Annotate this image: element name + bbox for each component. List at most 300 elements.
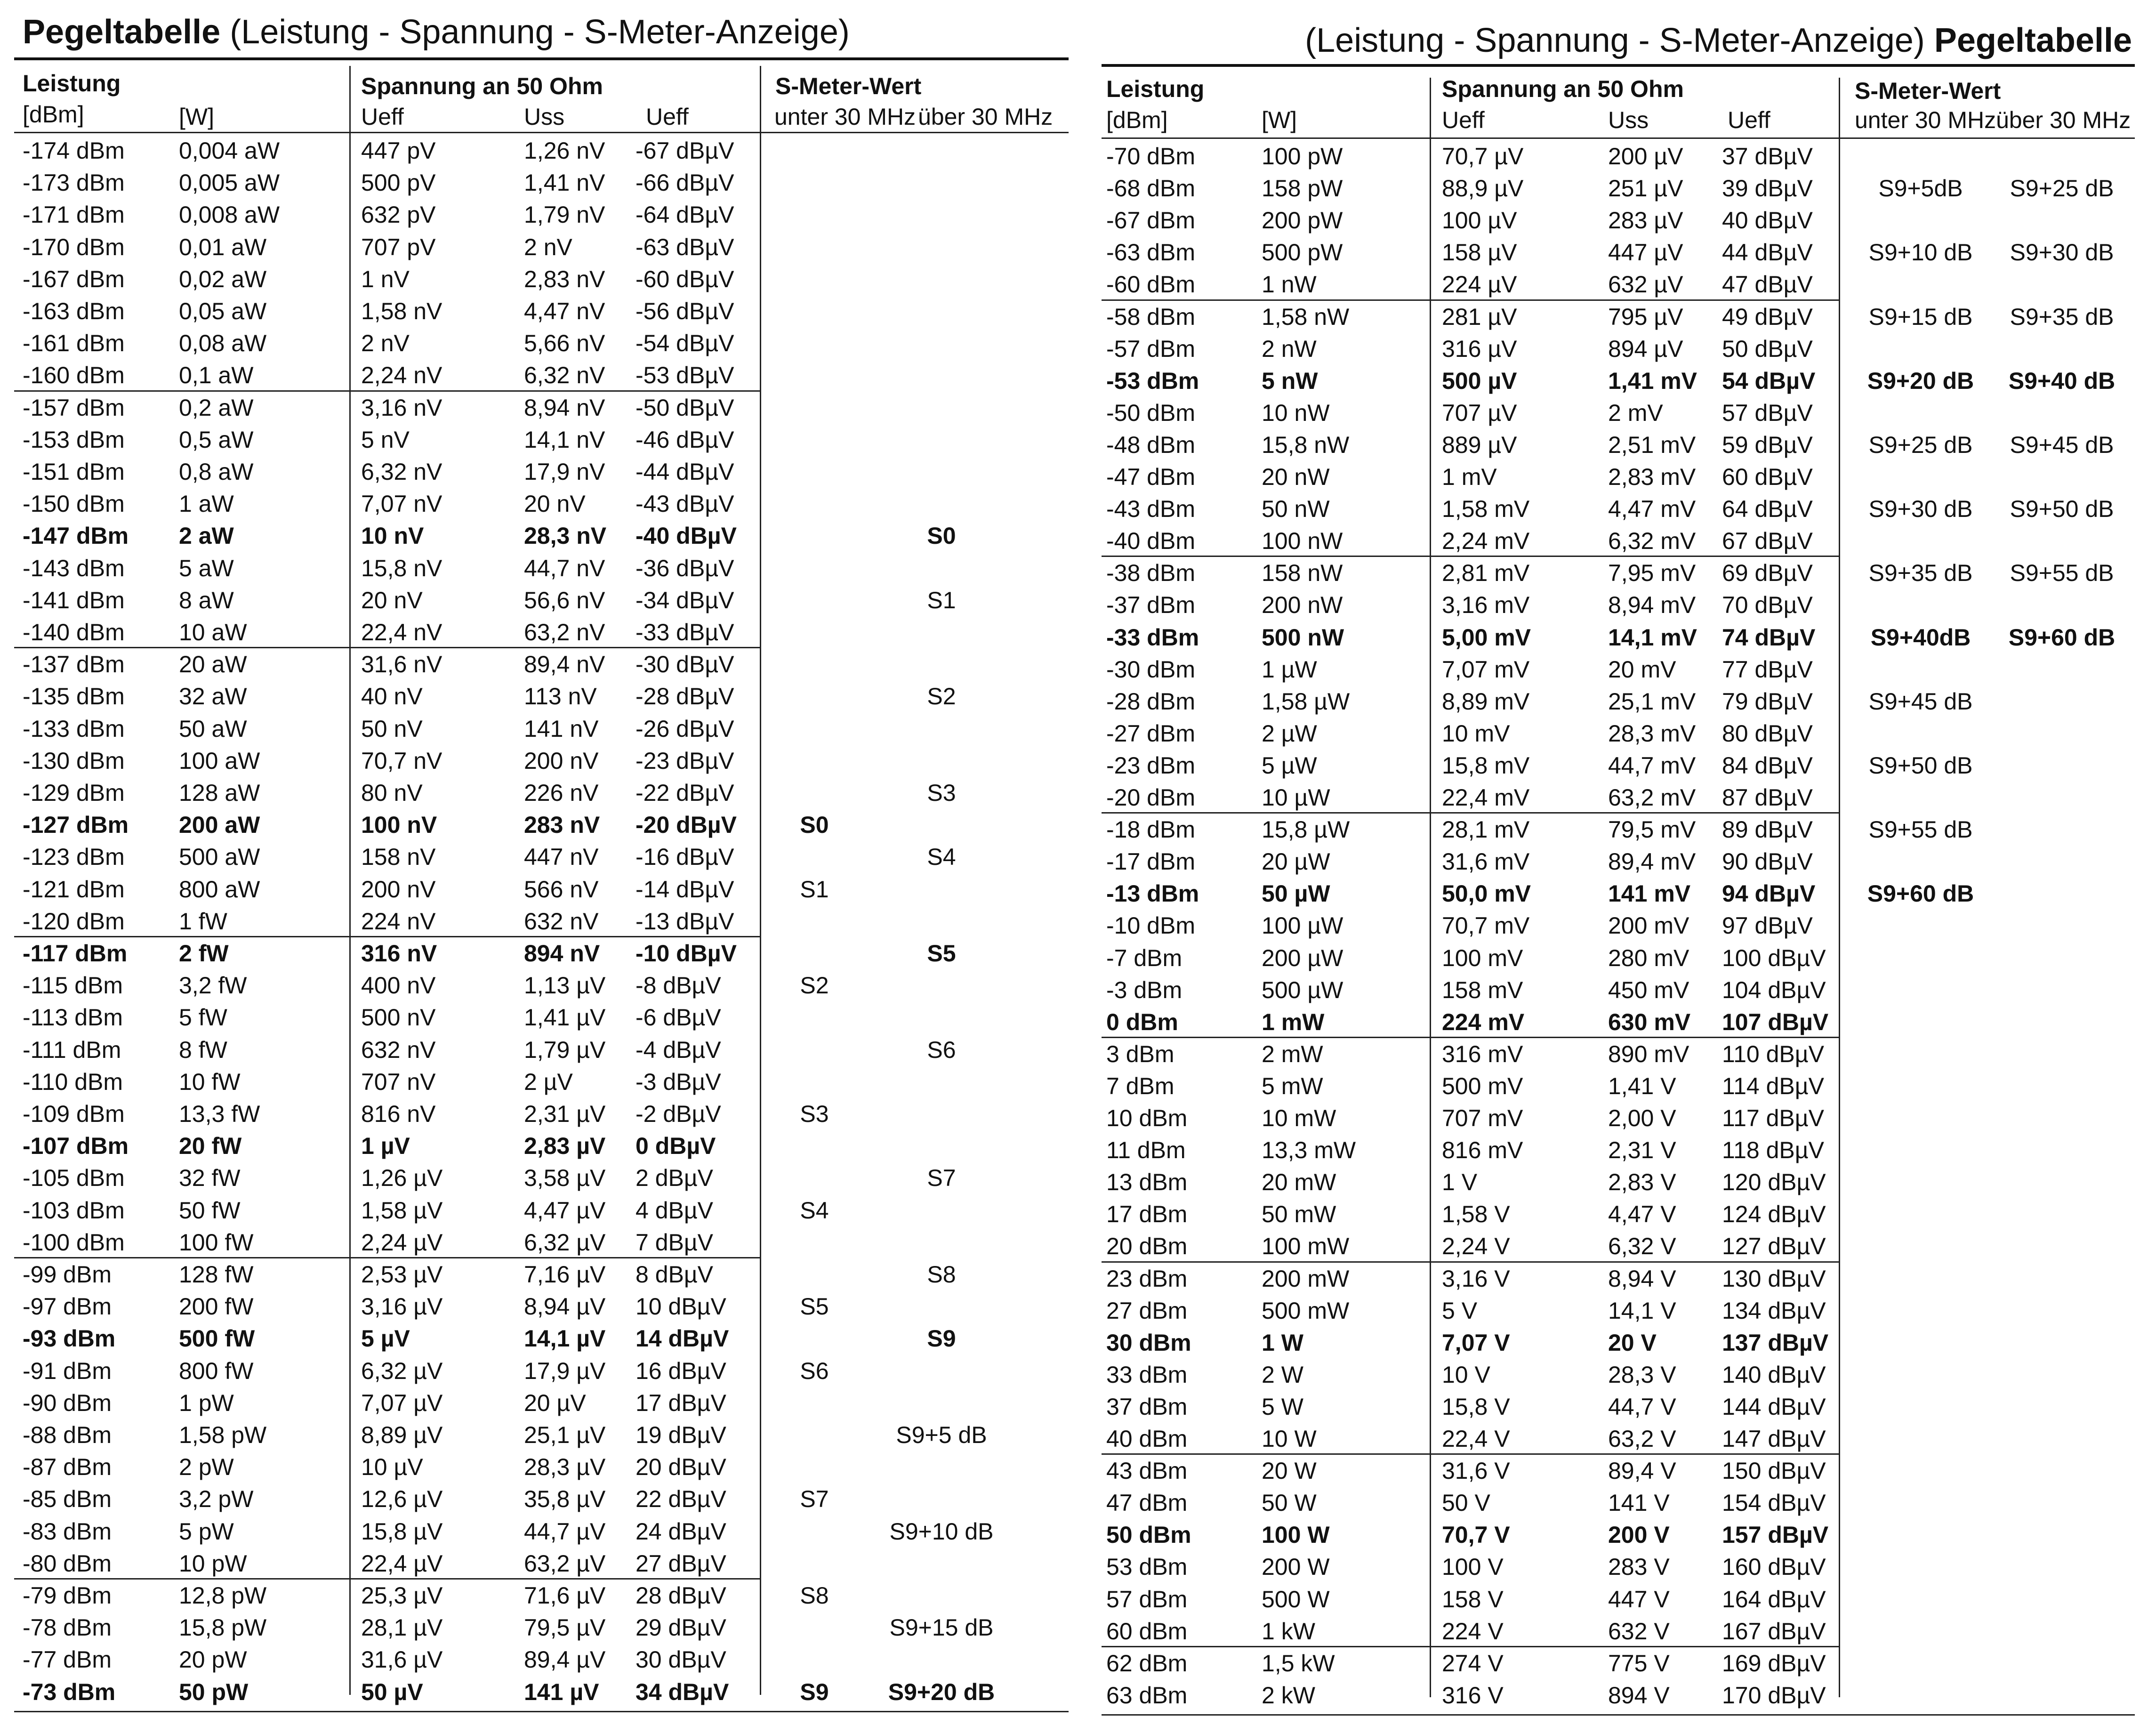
voltage-dbuv: -10 dBµV — [636, 940, 737, 967]
voltage-ueff: 447 pV — [361, 137, 436, 164]
voltage-uss: 8,94 µV — [524, 1293, 606, 1320]
table-row — [1102, 878, 2135, 910]
voltage-ueff: 50 nV — [361, 715, 423, 742]
power-dbm: -140 dBm — [23, 619, 125, 645]
title-subtitle: (Leistung - Spannung - S-Meter-Anzeige) — [1305, 22, 1934, 59]
power-dbm: -109 dBm — [23, 1101, 125, 1127]
table-row — [14, 1515, 1069, 1548]
voltage-dbuv: -28 dBµV — [636, 683, 734, 710]
voltage-uss: 5,66 nV — [524, 330, 605, 357]
power-dbm: -110 dBm — [23, 1068, 123, 1095]
voltage-uss: 200 nV — [524, 747, 599, 774]
smeter-above-30mhz: S9+55 dB — [2010, 560, 2114, 587]
power-dbm: -18 dBm — [1106, 816, 1195, 843]
power-watt: 2 µW — [1262, 720, 1317, 747]
power-watt: 158 nW — [1262, 560, 1343, 587]
table-row — [1102, 236, 2135, 268]
page-title — [1305, 12, 2132, 69]
power-watt: 1 nW — [1262, 271, 1317, 298]
voltage-dbuv: 160 dBµV — [1722, 1554, 1826, 1580]
voltage-ueff: 1 mV — [1442, 464, 1497, 490]
voltage-uss: 200 V — [1608, 1522, 1670, 1548]
table-row — [14, 424, 1069, 456]
power-watt: 158 pW — [1262, 175, 1343, 202]
voltage-ueff: 70,7 mV — [1442, 912, 1530, 939]
header-leistung: Leistung — [1106, 76, 1205, 102]
voltage-uss: 7,16 µV — [524, 1261, 606, 1288]
power-dbm: -50 dBm — [1106, 399, 1195, 426]
table-row — [1102, 1551, 2135, 1583]
power-watt: 10 µW — [1262, 784, 1330, 811]
voltage-uss: 63,2 V — [1608, 1426, 1676, 1452]
voltage-dbuv: 110 dBµV — [1722, 1040, 1824, 1067]
voltage-ueff: 224 µV — [1442, 271, 1517, 298]
voltage-ueff: 28,1 mV — [1442, 816, 1530, 843]
voltage-uss: 113 nV — [524, 683, 597, 710]
voltage-ueff: 1,26 µV — [361, 1165, 443, 1192]
power-dbm: 63 dBm — [1106, 1682, 1188, 1709]
voltage-dbuv: 10 dBµV — [636, 1293, 726, 1320]
table-row — [1102, 1166, 2135, 1198]
voltage-dbuv: 137 dBµV — [1722, 1329, 1829, 1356]
voltage-dbuv: 164 dBµV — [1722, 1586, 1826, 1612]
voltage-dbuv: -4 dBµV — [636, 1036, 721, 1063]
power-watt: 1 fW — [179, 908, 227, 935]
voltage-uss: 447 µV — [1608, 239, 1683, 266]
power-dbm: 11 dBm — [1106, 1137, 1186, 1164]
group-rule — [1102, 812, 1839, 814]
power-watt: 500 pW — [1262, 239, 1343, 266]
table-row — [14, 1644, 1069, 1676]
voltage-ueff: 2,24 V — [1442, 1233, 1510, 1260]
power-watt: 2 aW — [179, 523, 234, 549]
smeter-above-30mhz: S3 — [927, 780, 956, 806]
voltage-dbuv: 84 dBµV — [1722, 752, 1813, 779]
voltage-uss: 2,31 V — [1608, 1137, 1676, 1164]
voltage-uss: 28,3 V — [1608, 1361, 1676, 1388]
voltage-uss: 8,94 V — [1608, 1265, 1676, 1292]
header-rule — [1102, 137, 2135, 139]
smeter-above-30mhz: S0 — [927, 523, 956, 549]
table-row — [14, 1194, 1069, 1226]
table-row — [14, 841, 1069, 873]
power-watt: 15,8 nW — [1262, 431, 1350, 458]
table-bottom-rule — [1102, 1714, 2135, 1716]
table-row — [14, 1548, 1069, 1580]
voltage-uss: 283 V — [1608, 1554, 1670, 1580]
voltage-dbuv: -36 dBµV — [636, 555, 734, 581]
voltage-ueff: 7,07 µV — [361, 1389, 443, 1416]
power-watt: 50 nW — [1262, 496, 1330, 523]
voltage-uss: 447 V — [1608, 1586, 1670, 1612]
voltage-dbuv: -13 dBµV — [636, 908, 734, 935]
power-watt: 100 µW — [1262, 912, 1343, 939]
power-watt: 5 W — [1262, 1393, 1303, 1420]
table-row — [14, 392, 1069, 424]
power-dbm: -129 dBm — [23, 780, 125, 806]
voltage-dbuv: 100 dBµV — [1722, 944, 1826, 971]
table-row — [1102, 1487, 2135, 1519]
power-dbm: -161 dBm — [23, 330, 125, 357]
smeter-above-30mhz: S9+5 dB — [896, 1422, 987, 1448]
voltage-ueff: 2,81 mV — [1442, 560, 1530, 587]
voltage-ueff: 1 µV — [361, 1133, 410, 1160]
power-watt: 500 mW — [1262, 1297, 1350, 1324]
table-row — [1102, 910, 2135, 942]
smeter-above-30mhz: S2 — [927, 683, 956, 710]
power-dbm: 13 dBm — [1106, 1169, 1188, 1196]
power-dbm: -83 dBm — [23, 1518, 112, 1545]
power-dbm: -120 dBm — [23, 908, 125, 935]
smeter-below-30mhz: S9+5dB — [1878, 175, 1963, 202]
power-dbm: -73 dBm — [23, 1678, 116, 1705]
power-watt: 100 nW — [1262, 528, 1343, 555]
power-dbm: -33 dBm — [1106, 624, 1199, 651]
voltage-uss: 56,6 nV — [524, 587, 605, 613]
voltage-uss: 283 nV — [524, 812, 600, 838]
voltage-ueff: 40 nV — [361, 683, 423, 710]
voltage-uss: 200 µV — [1608, 143, 1683, 169]
voltage-ueff: 15,8 nV — [361, 555, 442, 581]
voltage-ueff: 31,6 V — [1442, 1458, 1510, 1484]
voltage-ueff: 3,16 mV — [1442, 592, 1530, 619]
smeter-below-30mhz: S9+35 dB — [1868, 560, 1973, 587]
table-row — [1102, 1679, 2135, 1711]
power-watt: 200 W — [1262, 1554, 1330, 1580]
table-row — [1102, 653, 2135, 685]
table-row — [1102, 974, 2135, 1006]
power-watt: 0,5 aW — [179, 426, 254, 453]
power-watt: 5 pW — [179, 1518, 234, 1545]
power-dbm: -170 dBm — [23, 234, 125, 260]
voltage-ueff: 70,7 V — [1442, 1522, 1510, 1548]
voltage-uss: 4,47 nV — [524, 298, 605, 324]
voltage-dbuv: 47 dBµV — [1722, 271, 1813, 298]
voltage-ueff: 707 µV — [1442, 399, 1517, 426]
group-rule — [1102, 299, 1839, 301]
voltage-dbuv: 8 dBµV — [636, 1261, 714, 1288]
power-watt: 1 µW — [1262, 656, 1317, 683]
power-watt: 1,58 µW — [1262, 688, 1350, 715]
power-watt: 5 nW — [1262, 367, 1318, 394]
voltage-uss: 44,7 µV — [524, 1518, 606, 1545]
power-dbm: -43 dBm — [1106, 496, 1195, 523]
voltage-ueff: 2,53 µV — [361, 1261, 443, 1288]
voltage-uss: 28,3 µV — [524, 1454, 606, 1481]
table-row — [14, 1451, 1069, 1483]
power-watt: 10 aW — [179, 619, 247, 645]
power-dbm: -130 dBm — [23, 747, 125, 774]
voltage-uss: 63,2 nV — [524, 619, 605, 645]
power-watt: 1,58 nW — [1262, 303, 1350, 330]
table-row — [1102, 204, 2135, 236]
voltage-dbuv: 27 dBµV — [636, 1550, 726, 1577]
voltage-ueff: 224 mV — [1442, 1008, 1525, 1035]
voltage-ueff: 158 mV — [1442, 976, 1523, 1003]
voltage-dbuv: 169 dBµV — [1722, 1650, 1826, 1677]
table-row — [14, 359, 1069, 391]
smeter-above-30mhz: S1 — [927, 587, 956, 613]
voltage-uss: 14,1 nV — [524, 426, 605, 453]
power-dbm: -123 dBm — [23, 844, 125, 871]
power-watt: 2 pW — [179, 1454, 234, 1481]
table-row — [1102, 1615, 2135, 1647]
power-watt: 20 nW — [1262, 464, 1330, 490]
voltage-dbuv: -30 dBµV — [636, 651, 734, 678]
title-bold: Pegeltabelle — [1934, 22, 2132, 59]
right-page — [1102, 0, 2135, 1717]
table-row — [14, 1612, 1069, 1644]
header-smeter: S-Meter-Wert — [775, 73, 922, 99]
voltage-uss: 44,7 mV — [1608, 752, 1696, 779]
smeter-below-30mhz: S1 — [800, 876, 829, 903]
power-dbm: -88 dBm — [23, 1422, 112, 1448]
power-dbm: -79 dBm — [23, 1582, 112, 1609]
table-row — [1102, 429, 2135, 461]
power-dbm: -30 dBm — [1106, 656, 1195, 683]
table-row — [1102, 461, 2135, 493]
power-dbm: -107 dBm — [23, 1133, 129, 1160]
voltage-ueff: 7,07 V — [1442, 1329, 1510, 1356]
power-dbm: -174 dBm — [23, 137, 125, 164]
smeter-above-30mhz: S9+30 dB — [2010, 239, 2114, 266]
voltage-dbuv: 94 dBµV — [1722, 880, 1816, 907]
power-watt: 8 fW — [179, 1036, 227, 1063]
voltage-ueff: 6,32 nV — [361, 459, 442, 485]
voltage-ueff: 88,9 µV — [1442, 175, 1524, 202]
voltage-uss: 20 V — [1608, 1329, 1657, 1356]
voltage-dbuv: 54 dBµV — [1722, 367, 1816, 394]
power-dbm: -23 dBm — [1106, 752, 1195, 779]
title-bold: Pegeltabelle — [23, 13, 221, 51]
table-row — [14, 488, 1069, 520]
table-row — [1102, 1263, 2135, 1295]
table-row — [14, 1098, 1069, 1130]
voltage-uss: 775 V — [1608, 1650, 1670, 1677]
table-row — [1102, 1230, 2135, 1262]
smeter-below-30mhz: S2 — [800, 972, 829, 999]
voltage-uss: 6,32 µV — [524, 1229, 606, 1256]
smeter-above-30mhz: S9+35 dB — [2010, 303, 2114, 330]
voltage-dbuv: 69 dBµV — [1722, 560, 1813, 587]
smeter-below-30mhz: S9+40dB — [1870, 624, 1971, 651]
voltage-ueff: 15,8 V — [1442, 1393, 1510, 1420]
voltage-uss: 6,32 mV — [1608, 528, 1696, 555]
voltage-uss: 447 nV — [524, 844, 599, 871]
voltage-ueff: 31,6 mV — [1442, 848, 1530, 875]
voltage-ueff: 158 V — [1442, 1586, 1504, 1612]
voltage-dbuv: 70 dBµV — [1722, 592, 1813, 619]
table-row — [1102, 717, 2135, 750]
voltage-dbuv: -34 dBµV — [636, 587, 734, 613]
voltage-uss: 2 nV — [524, 234, 572, 260]
power-dbm: -77 dBm — [23, 1646, 112, 1673]
voltage-dbuv: -63 dBµV — [636, 234, 734, 260]
voltage-dbuv: -64 dBµV — [636, 202, 734, 228]
voltage-dbuv: -46 dBµV — [636, 426, 734, 453]
table-row — [14, 520, 1069, 552]
table-row — [1102, 1455, 2135, 1487]
voltage-ueff: 200 nV — [361, 876, 436, 903]
voltage-dbuv: -67 dBµV — [636, 137, 734, 164]
voltage-uss: 6,32 nV — [524, 362, 605, 389]
voltage-dbuv: 2 dBµV — [636, 1165, 714, 1192]
voltage-ueff: 1,58 mV — [1442, 496, 1530, 523]
table-row — [14, 584, 1069, 616]
table-row — [14, 1258, 1069, 1290]
table-row — [14, 1034, 1069, 1066]
power-watt: 100 W — [1262, 1522, 1330, 1548]
smeter-above-30mhz: S9+40 dB — [2008, 367, 2116, 394]
voltage-dbuv: -3 dBµV — [636, 1068, 721, 1095]
voltage-dbuv: -50 dBµV — [636, 394, 734, 421]
power-watt: 5 mW — [1262, 1072, 1323, 1099]
voltage-ueff: 224 V — [1442, 1618, 1504, 1644]
power-watt: 2 fW — [179, 940, 229, 967]
table-row — [1102, 333, 2135, 365]
voltage-ueff: 1,58 nV — [361, 298, 442, 324]
power-dbm: -147 dBm — [23, 523, 129, 549]
voltage-dbuv: -53 dBµV — [636, 362, 734, 389]
header-leistung: Leistung — [23, 70, 121, 97]
voltage-ueff: 70,7 µV — [1442, 143, 1524, 169]
group-rule — [14, 1257, 760, 1258]
table-row — [1102, 365, 2135, 397]
power-dbm: -153 dBm — [23, 426, 125, 453]
table-row — [14, 969, 1069, 1001]
header-unter: unter 30 MHz — [774, 104, 916, 130]
power-dbm: -20 dBm — [1106, 784, 1195, 811]
power-watt: 1,58 pW — [179, 1422, 267, 1448]
voltage-dbuv: 80 dBµV — [1722, 720, 1813, 747]
table-row — [14, 1419, 1069, 1451]
table-row — [14, 167, 1069, 199]
voltage-dbuv: 134 dBµV — [1722, 1297, 1826, 1324]
power-watt: 2 mW — [1262, 1040, 1323, 1067]
power-dbm: -38 dBm — [1106, 560, 1195, 587]
voltage-ueff: 224 nV — [361, 908, 436, 935]
voltage-uss: 89,4 V — [1608, 1458, 1676, 1484]
voltage-dbuv: 167 dBµV — [1722, 1618, 1826, 1644]
power-watt: 32 aW — [179, 683, 247, 710]
table-row — [1102, 493, 2135, 525]
voltage-ueff: 25,3 µV — [361, 1582, 443, 1609]
power-watt: 20 mW — [1262, 1169, 1336, 1196]
voltage-dbuv: 16 dBµV — [636, 1357, 726, 1384]
voltage-dbuv: 0 dBµV — [636, 1133, 716, 1160]
voltage-uss: 44,7 V — [1608, 1393, 1676, 1420]
voltage-dbuv: 39 dBµV — [1722, 175, 1813, 202]
voltage-dbuv: -43 dBµV — [636, 491, 734, 517]
power-dbm: -137 dBm — [23, 651, 125, 678]
table-row — [1102, 1038, 2135, 1070]
voltage-ueff: 816 mV — [1442, 1137, 1523, 1164]
power-watt: 32 fW — [179, 1165, 241, 1192]
power-watt: 13,3 mW — [1262, 1137, 1356, 1164]
voltage-ueff: 316 nV — [361, 940, 437, 967]
power-watt: 1 aW — [179, 491, 234, 517]
voltage-ueff: 816 nV — [361, 1101, 436, 1127]
power-watt: 100 pW — [1262, 143, 1343, 169]
power-dbm: -150 dBm — [23, 491, 125, 517]
voltage-dbuv: 114 dBµV — [1722, 1072, 1824, 1099]
voltage-uss: 79,5 mV — [1608, 816, 1696, 843]
header-dbm: [dBm] — [23, 101, 84, 128]
voltage-uss: 20 mV — [1608, 656, 1676, 683]
power-dbm: -87 dBm — [23, 1454, 112, 1481]
power-dbm: -57 dBm — [1106, 335, 1195, 362]
voltage-dbuv: 57 dBµV — [1722, 399, 1813, 426]
voltage-ueff: 50 V — [1442, 1490, 1490, 1516]
voltage-dbuv: 124 dBµV — [1722, 1201, 1826, 1228]
voltage-ueff: 100 nV — [361, 812, 437, 838]
power-watt: 20 W — [1262, 1458, 1317, 1484]
power-watt: 2 W — [1262, 1361, 1303, 1388]
voltage-ueff: 500 µV — [1442, 367, 1517, 394]
power-watt: 0,008 aW — [179, 202, 280, 228]
header-rule — [14, 132, 1069, 133]
voltage-uss: 1,13 µV — [524, 972, 606, 999]
table-row — [14, 937, 1069, 969]
voltage-uss: 2,00 V — [1608, 1105, 1676, 1131]
table-row — [1102, 397, 2135, 429]
voltage-dbuv: -20 dBµV — [636, 812, 737, 838]
header-ueff: Ueff — [1442, 107, 1485, 133]
table-row — [1102, 1583, 2135, 1615]
voltage-dbuv: 118 dBµV — [1722, 1137, 1824, 1164]
voltage-ueff: 6,32 µV — [361, 1357, 443, 1384]
power-dbm: -10 dBm — [1106, 912, 1195, 939]
voltage-ueff: 500 pV — [361, 169, 436, 196]
table-row — [1102, 1423, 2135, 1455]
power-dbm: 20 dBm — [1106, 1233, 1188, 1260]
voltage-uss: 89,4 mV — [1608, 848, 1696, 875]
voltage-dbuv: 22 dBµV — [636, 1486, 726, 1513]
power-watt: 200 nW — [1262, 592, 1343, 619]
power-watt: 0,005 aW — [179, 169, 280, 196]
power-watt: 50 pW — [179, 1678, 249, 1705]
voltage-uss: 71,6 µV — [524, 1582, 606, 1609]
voltage-dbuv: -6 dBµV — [636, 1004, 721, 1031]
table-row — [1102, 1359, 2135, 1391]
power-watt: 500 W — [1262, 1586, 1330, 1612]
power-watt: 2 nW — [1262, 335, 1317, 362]
smeter-below-30mhz: S9+10 dB — [1868, 239, 1973, 266]
voltage-dbuv: 67 dBµV — [1722, 528, 1813, 555]
voltage-uss: 141 µV — [524, 1678, 599, 1705]
power-dbm: -167 dBm — [23, 266, 125, 292]
header-uss: Uss — [524, 104, 565, 130]
power-watt: 5 µW — [1262, 752, 1317, 779]
table-row — [1102, 557, 2135, 589]
voltage-ueff: 2,24 nV — [361, 362, 442, 389]
voltage-ueff: 31,6 nV — [361, 651, 442, 678]
smeter-above-30mhz: S9+45 dB — [2010, 431, 2114, 458]
power-watt: 0,8 aW — [179, 459, 254, 485]
voltage-ueff: 7,07 mV — [1442, 656, 1530, 683]
power-dbm: -3 dBm — [1106, 976, 1183, 1003]
group-rule — [14, 390, 760, 392]
power-dbm: -37 dBm — [1106, 592, 1195, 619]
voltage-dbuv: 107 dBµV — [1722, 1008, 1829, 1035]
power-dbm: 27 dBm — [1106, 1297, 1188, 1324]
power-watt: 50 mW — [1262, 1201, 1336, 1228]
header-ueber: über 30 MHz — [918, 104, 1053, 130]
voltage-dbuv: -54 dBµV — [636, 330, 734, 357]
voltage-uss: 4,47 mV — [1608, 496, 1696, 523]
voltage-ueff: 1 V — [1442, 1169, 1478, 1196]
power-watt: 100 aW — [179, 747, 260, 774]
